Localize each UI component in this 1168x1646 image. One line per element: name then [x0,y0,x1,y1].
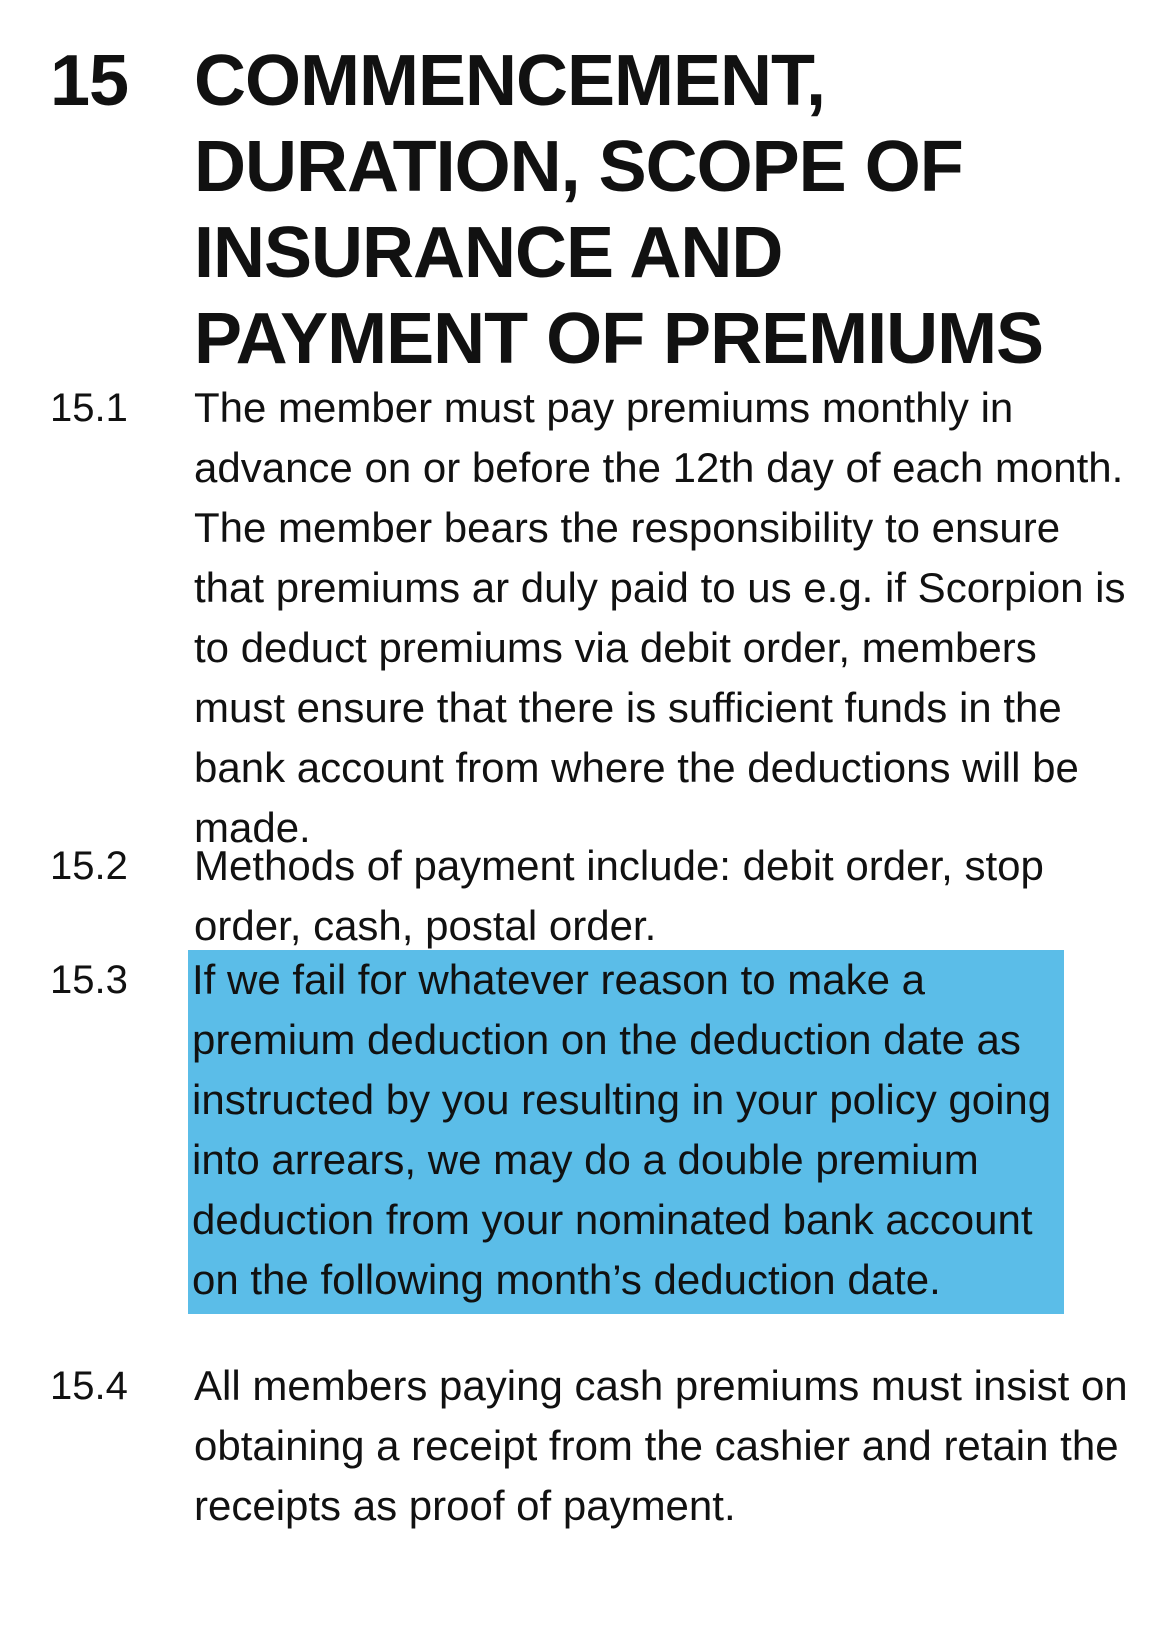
clause-text: The member must pay premiums monthly in advance on or before the 12th day of each month. The member bears the responsibility to ensure that premiums ar duly paid to us e.g. if Scorpion is to deduct premiums via debit order, members must ensure that there is sufficient funds in the bank account from where the deductions will be made. [194,384,1126,851]
section-number: 15 [50,41,129,121]
clause-number: 15.1 [50,386,128,430]
clause-number: 15.2 [50,844,128,888]
clause-number: 15.3 [50,958,128,1002]
clause-number: 15.4 [50,1364,128,1408]
highlighted-clause-text: If we fail for whatever reason to make a premium deduction on the deduction date as instructed by you resulting in your policy going into arrears, we may do a double premium deduction from your nominated bank account on the following month’s deduction date. [188,950,1064,1314]
clause-text: Methods of payment include: debit order, stop order, cash, postal order. [194,842,1044,949]
clause-text: All members paying cash premiums must insist on obtaining a receipt from the cashier and retain the receipts as proof of payment. [194,1362,1128,1529]
section-title: COMMENCEMENT, DURATION, SCOPE OF INSURANCE AND PAYMENT OF PREMIUMS [194,41,1044,379]
